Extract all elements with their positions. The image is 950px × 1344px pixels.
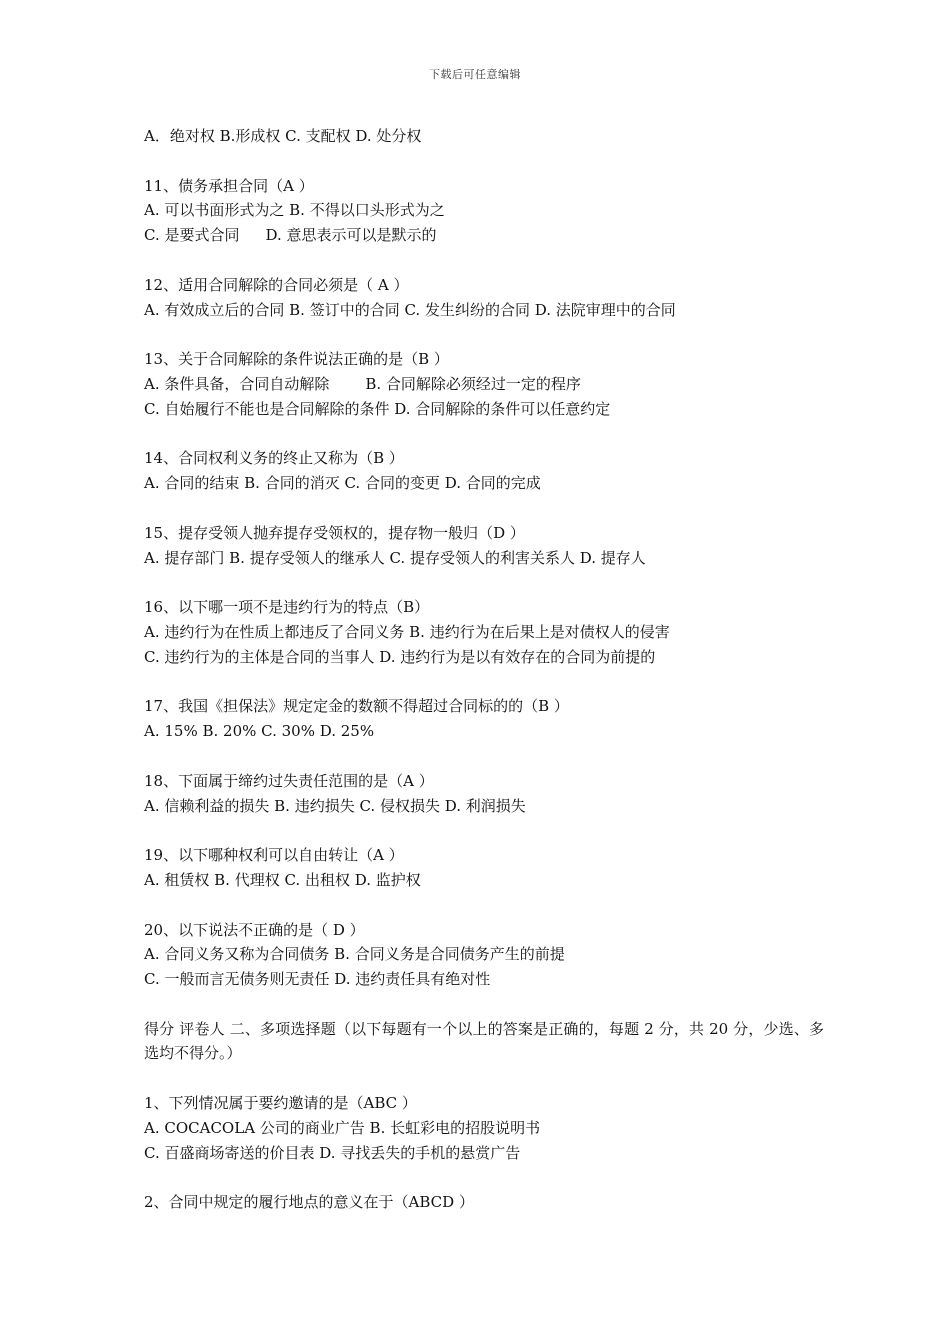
- question-options: C. 一般而言无债务则无责任 D. 违约责任具有绝对性: [144, 970, 491, 989]
- question-options: A. 信赖利益的损失 B. 违约损失 C. 侵权损失 D. 利润损失: [144, 796, 526, 815]
- question-14: [144, 446, 824, 496]
- question-19: [144, 843, 824, 893]
- question-options: A. 合同义务又称为合同债务 B. 合同义务是合同债务产生的前提: [144, 945, 565, 964]
- section-heading: 得分 评卷人 二、多项选择题（以下每题有一个以上的答案是正确的，每题 2 分，共 20 分，少选、多选均不得分。）: [144, 1019, 824, 1063]
- question-stem: 13、关于合同解除的条件说法正确的是（B ）: [144, 350, 449, 369]
- question-options: C. 自始履行不能也是合同解除的条件 D. 合同解除的条件可以任意约定: [144, 399, 611, 418]
- previous-question-options: A．绝对权 B.形成权 C. 支配权 D. 处分权: [144, 127, 422, 145]
- question-stem: 16、以下哪一项不是违约行为的特点（B）: [144, 598, 430, 617]
- question-12: [144, 273, 824, 323]
- question-options: A. 租赁权 B. 代理权 C. 出租权 D. 监护权: [144, 870, 421, 889]
- option-text: B. 合同解除必须经过一定的程序: [365, 374, 581, 393]
- question-stem: 15、提存受领人抛弃提存受领权的，提存物一般归（D ）: [144, 523, 525, 542]
- question-18: [144, 769, 824, 819]
- option-text: A. 条件具备，合同自动解除: [144, 374, 330, 393]
- question-stem: 11、债务承担合同（A ）: [144, 176, 314, 195]
- option-text: C. 是要式合同: [144, 226, 240, 245]
- question-options: A. 有效成立后的合同 B. 签订中的合同 C. 发生纠纷的合同 D. 法院审理中的合同: [144, 300, 676, 319]
- question-16: [144, 595, 824, 669]
- question-20: [144, 918, 824, 992]
- question-15: [144, 521, 824, 571]
- document-body: [144, 124, 824, 1215]
- question-options: A. COCACOLA 公司的商业广告 B. 长虹彩电的招股说明书: [144, 1118, 541, 1137]
- question-options: C. 百盛商场寄送的价目表 D. 寻找丢失的手机的悬赏广告: [144, 1143, 521, 1162]
- page-header: 下载后可任意编辑: [429, 68, 521, 81]
- question-17: [144, 694, 824, 744]
- question-options: [144, 372, 824, 397]
- question-options: A. 违约行为在性质上都违反了合同义务 B. 违约行为在后果上是对债权人的侵害: [144, 622, 670, 641]
- question-stem: 1、下列情况属于要约邀请的是（ABC ）: [144, 1094, 417, 1113]
- question-stem: 17、我国《担保法》规定定金的数额不得超过合同标的的（B ）: [144, 697, 569, 716]
- question-stem: 18、下面属于缔约过失责任范围的是（A ）: [144, 771, 434, 790]
- option-text: D. 意思表示可以是默示的: [265, 226, 437, 245]
- question-stem: 14、合同权利义务的终止又称为（B ）: [144, 449, 404, 468]
- question-options: C. 违约行为的主体是合同的当事人 D. 违约行为是以有效存在的合同为前提的: [144, 647, 656, 666]
- multi-question-2: [144, 1190, 824, 1215]
- question-options: [144, 223, 824, 248]
- question-stem: 12、适用合同解除的合同必须是（ A ）: [144, 275, 409, 294]
- question-13: [144, 347, 824, 421]
- question-stem: 20、以下说法不正确的是（ D ）: [144, 920, 365, 939]
- question-options: A. 15% B. 20% C. 30% D. 25%: [144, 722, 375, 741]
- multi-question-1: [144, 1091, 824, 1165]
- question-options: A. 可以书面形式为之 B. 不得以口头形式为之: [144, 201, 445, 220]
- question-stem: 2、合同中规定的履行地点的意义在于（ABCD ）: [144, 1193, 474, 1212]
- question-options: A. 合同的结束 B. 合同的消灭 C. 合同的变更 D. 合同的完成: [144, 474, 541, 493]
- question-stem: 19、以下哪种权利可以自由转让（A ）: [144, 846, 404, 865]
- question-11: [144, 174, 824, 248]
- question-options: A. 提存部门 B. 提存受领人的继承人 C. 提存受领人的利害关系人 D. 提存人: [144, 548, 646, 567]
